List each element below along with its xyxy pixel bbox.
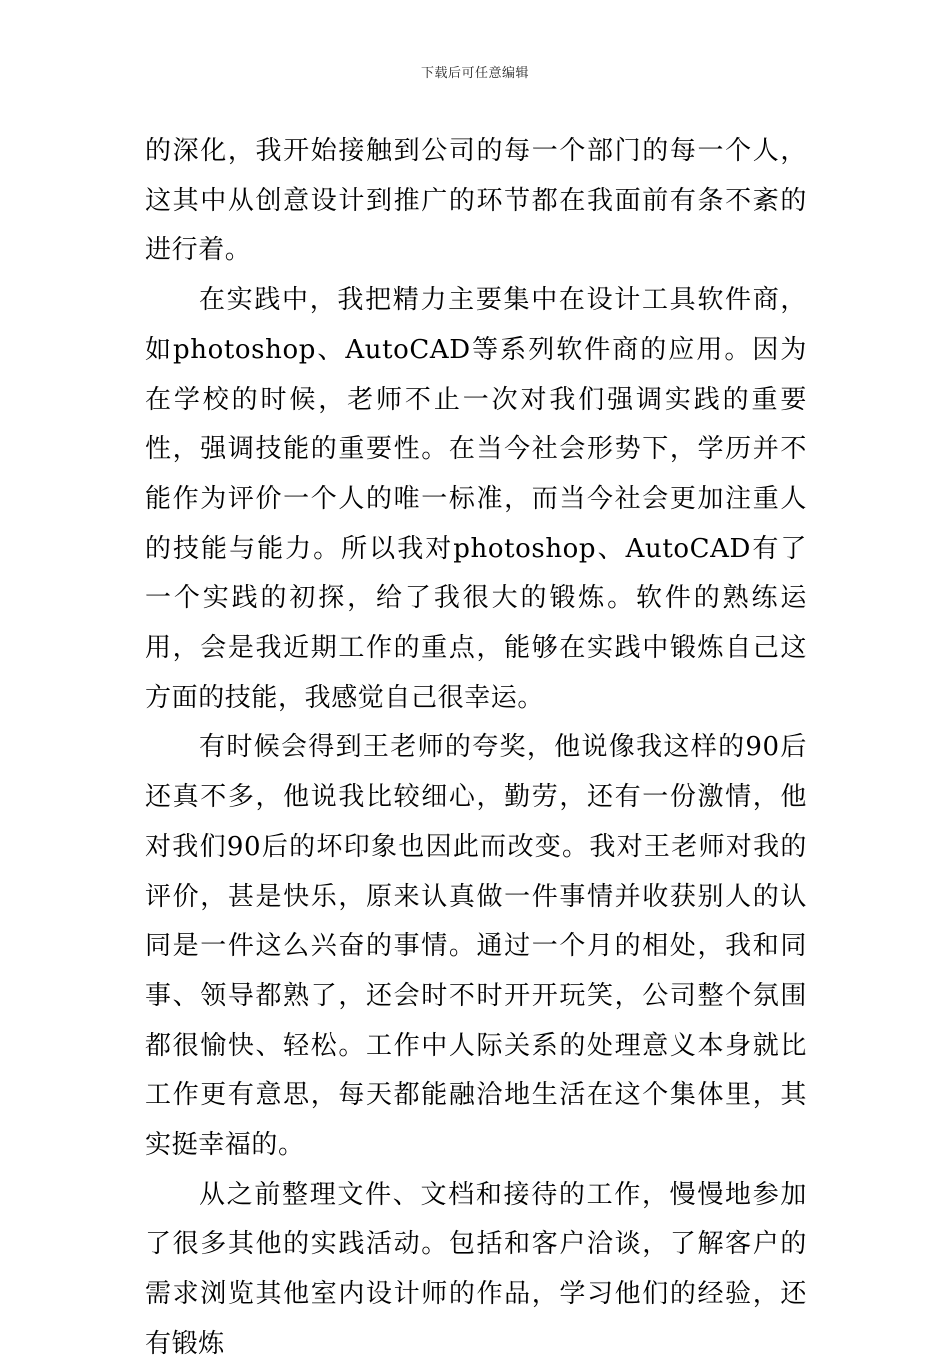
page-header-note: 下载后可任意编辑 <box>420 66 529 81</box>
paragraph-other-activities: 从之前整理文件、文档和接待的工作，慢慢地参加了很多其他的实践活动。包括和客户洽谈，了解客户的需求浏览其他室内设计师的作品，学习他们的经验，还有锻炼 <box>145 1179 807 1359</box>
paragraph-practice-software: 在实践中，我把精力主要集中在设计工具软件商，如photoshop、AutoCAD等系列软件商的应用。因为在学校的时候，老师不止一次对我们强调实践的重要性，强调技能的重要性。在当今社会形势下，学历并不能作为评价一个人的唯一标准，而当今社会更加注重人的技能与能力。所以我对photoshop、AutoCAD有了一个实践的初探，给了我很大的锻炼。软件的熟练运用，会是我近期工作的重点，能够在实践中锻炼自己这方面的技能，我感觉自己很幸运。 <box>145 285 807 713</box>
document-body <box>145 127 807 1370</box>
paragraph-teacher-praise: 有时候会得到王老师的夸奖，他说像我这样的90后还真不多，他说我比较细心，勤劳，还有一份激情，他对我们90后的坏印象也因此而改变。我对王老师对我的评价，甚是快乐，原来认真做一件事情并收获别人的认同是一件这么兴奋的事情。通过一个月的相处，我和同事、领导都熟了，还会时不时开开玩笑，公司整个氛围都很愉快、轻松。工作中人际关系的处理意义本身就比工作更有意思，每天都能融洽地生活在这个集体里，其实挺幸福的。 <box>145 732 807 1161</box>
paragraph-continued: 的深化，我开始接触到公司的每一个部门的每一个人，这其中从创意设计到推广的环节都在我面前有条不紊的进行着。 <box>145 136 807 266</box>
